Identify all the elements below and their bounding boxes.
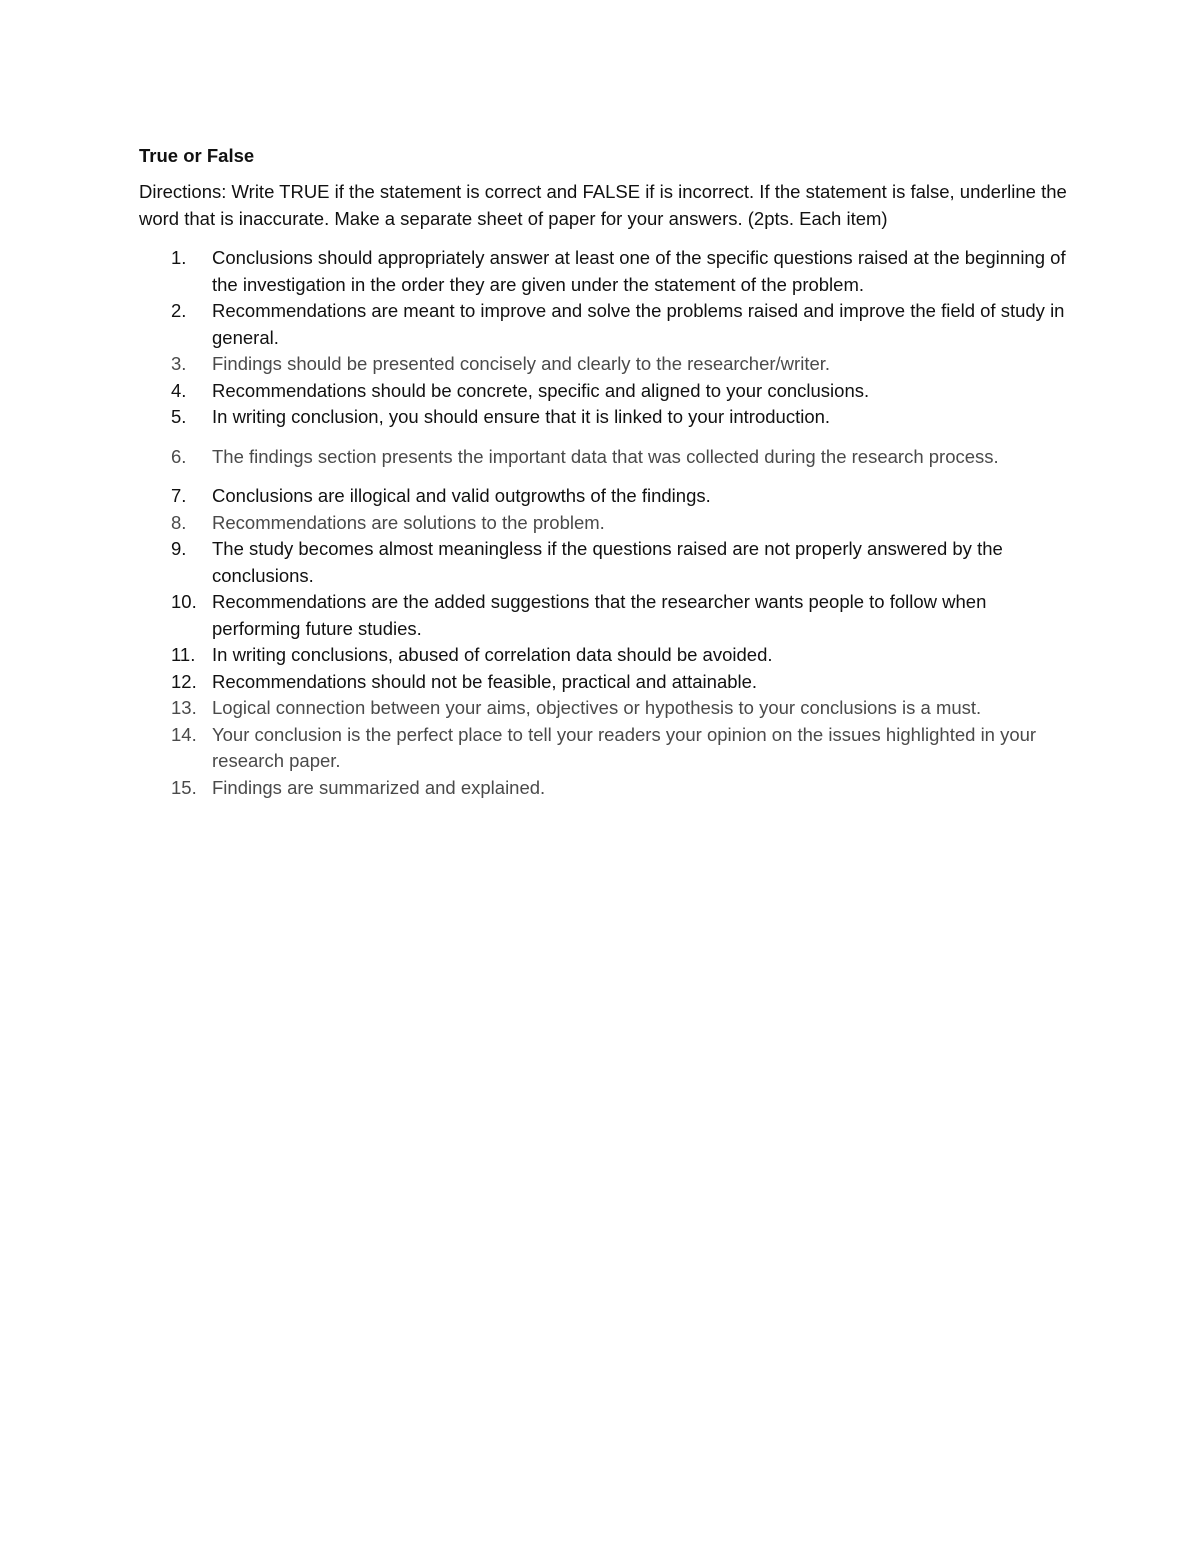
item-number: 2. <box>171 300 187 321</box>
item-number: 10. <box>171 591 197 612</box>
item-number: 14. <box>171 723 197 745</box>
item-text: Recommendations are solutions to the problem. <box>212 511 605 533</box>
list-item-6 <box>139 444 1069 471</box>
list-item-2 <box>139 298 1069 351</box>
list-item-9 <box>139 536 1069 589</box>
list-item-5 <box>139 404 1069 431</box>
list-item-14 <box>139 722 1069 775</box>
list-item-12 <box>139 669 1069 696</box>
item-text: Conclusions are illogical and valid outgrowths of the findings. <box>212 485 711 506</box>
item-number: 12. <box>171 670 197 692</box>
list-item-11 <box>139 642 1069 669</box>
list-item-1 <box>139 245 1069 298</box>
item-text: Findings are summarized and explained. <box>212 776 546 798</box>
item-text: Recommendations are the added suggestions that the researcher wants people to follow when performing future studies. <box>212 591 987 639</box>
list-item-7 <box>139 483 1069 510</box>
item-number: 15. <box>171 776 197 798</box>
item-text: In writing conclusion, you should ensure that it is linked to your introduction. <box>212 406 831 427</box>
item-text: Logical connection between your aims, objectives or hypothesis to your conclusions is a must. <box>212 697 982 718</box>
item-text: Recommendations should be concrete, specific and aligned to your conclusions. <box>212 379 870 401</box>
item-number: 5. <box>171 406 187 427</box>
page-title: True or False <box>139 145 255 166</box>
item-number: 1. <box>171 247 187 268</box>
document-content <box>139 143 1069 801</box>
item-number: 11. <box>171 644 196 665</box>
item-number: 7. <box>171 485 187 506</box>
item-text: Conclusions should appropriately answer at least one of the specific questions raised at the beginning of the investigation in the order they are given under the statement of the problem. <box>212 247 1066 295</box>
item-text: Recommendations should not be feasible, practical and attainable. <box>212 670 758 692</box>
item-text: Findings should be presented concisely and clearly to the researcher/writer. <box>212 353 831 374</box>
list-item-8 <box>139 510 1069 537</box>
item-text: The findings section presents the important data that was collected during the research process. <box>212 445 999 467</box>
list-item-4 <box>139 378 1069 405</box>
item-number: 6. <box>171 445 187 467</box>
item-number: 13. <box>171 697 197 718</box>
item-text: The study becomes almost meaningless if the questions raised are not properly answered by the conclusions. <box>212 538 1003 586</box>
statement-list <box>139 245 1069 801</box>
item-number: 3. <box>171 353 187 374</box>
item-number: 8. <box>171 511 187 533</box>
item-text: Recommendations are meant to improve and solve the problems raised and improve the field of study in general. <box>212 300 1065 348</box>
item-text: Your conclusion is the perfect place to tell your readers your opinion on the issues highlighted in your research paper. <box>212 723 1037 771</box>
list-item-13 <box>139 695 1069 722</box>
list-item-3 <box>139 351 1069 378</box>
item-number: 9. <box>171 538 187 559</box>
item-text: In writing conclusions, abused of correlation data should be avoided. <box>212 644 773 665</box>
item-number: 4. <box>171 379 187 401</box>
directions-paragraph: Directions: Write TRUE if the statement is correct and FALSE if is incorrect. If the statement is false, underline the word that is inaccurate. Make a separate sheet of paper for your answers. (2pts. Each item) <box>139 181 1067 229</box>
list-item-15 <box>139 775 1069 802</box>
list-item-10 <box>139 589 1069 642</box>
